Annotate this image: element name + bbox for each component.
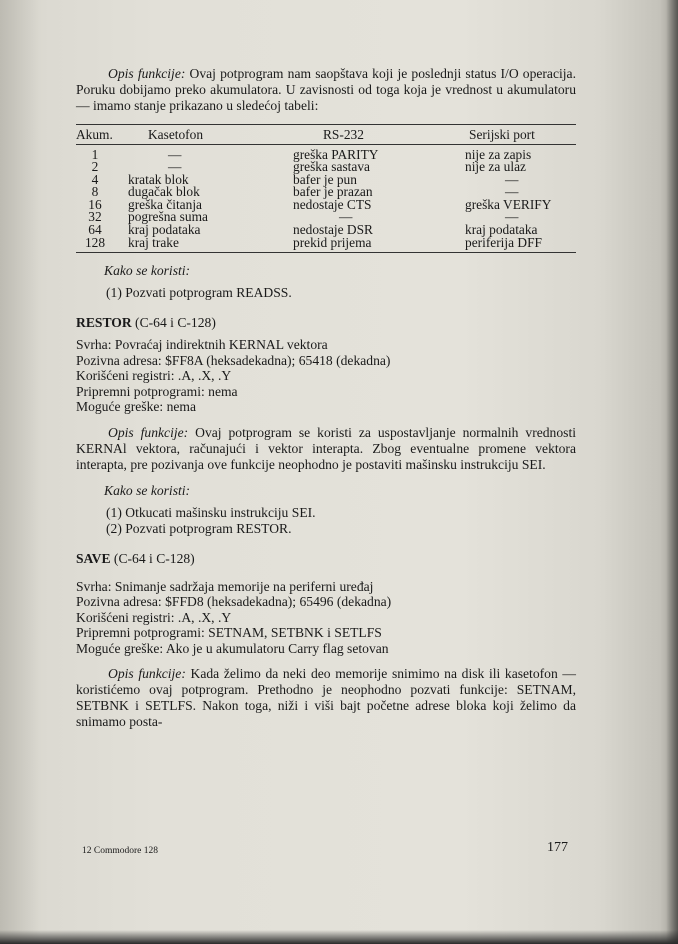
- table-header-rs232: RS-232: [293, 125, 465, 145]
- save-opis-label: Opis funkcije:: [108, 666, 186, 682]
- table-cell: 128: [76, 237, 128, 253]
- save-heading: [76, 551, 576, 567]
- bottom-shadow: [0, 930, 678, 944]
- page-edge: [666, 0, 678, 944]
- save-line: Moguće greške: Ako je u akumulatoru Carry flag setovan: [76, 640, 389, 656]
- table-cell: nedostaje CTS: [293, 196, 372, 212]
- restor-opis-text: Ovaj potprogram se koristi za uspostavljanje normalnih vrednosti KERNAl vektora, računajući i vektor interapta. Zbog eventualne promene vektora interapta, pre pozivanja ove funkcije neophodno je postaviti mašinsku instrukciju SEI.: [76, 424, 576, 472]
- save-scope: (C-64 i C-128): [110, 550, 195, 566]
- table-cell: —: [505, 171, 519, 187]
- table-cell: nedostaje DSR: [293, 222, 373, 238]
- save-info: [76, 579, 576, 657]
- table-cell: —: [505, 184, 519, 200]
- readss-steps: [106, 285, 576, 301]
- table-cell: greška VERIFY: [465, 196, 552, 212]
- restor-kako-heading: Kako se koristi:: [104, 482, 191, 498]
- table-cell: kratak blok: [128, 171, 189, 187]
- restor-title: RESTOR: [76, 315, 132, 331]
- table-cell: 4: [91, 171, 99, 187]
- table-cell: kraj trake: [128, 237, 293, 253]
- table-cell: kraj podataka: [128, 222, 201, 238]
- table-cell: —: [168, 146, 182, 162]
- table-cell: bafer je pun: [293, 171, 357, 187]
- table-cell: kraj podataka: [465, 222, 538, 238]
- restor-line: Korišćeni registri: .A, .X, .Y: [76, 368, 232, 384]
- table-cell: dugačak blok: [128, 184, 200, 200]
- restor-info: [76, 337, 576, 415]
- table-cell: periferija DFF: [465, 237, 576, 253]
- table-cell: 8: [91, 184, 99, 200]
- table-row: [76, 237, 576, 253]
- intro-label: Opis funkcije:: [108, 66, 186, 81]
- table-cell: —: [168, 159, 182, 175]
- save-opis-text: Kada želimo da neki deo memorije snimimo na disk ili kasetofon — koristićemo ovaj potprogram. Prethodno je neophodno pozvati funkcije: SETNAM, SETBNK i SETLFS. Nakon toga, niži i viši bajt početne adrese bloka koji želimo da snimamo posta-: [76, 666, 576, 730]
- table-header-serijski: Serijski port: [465, 125, 576, 145]
- restor-line: Moguće greške: nema: [76, 399, 197, 415]
- restor-steps: [106, 505, 576, 537]
- save-line: Pripremni potprogrami: SETNAM, SETBNK i SETLFS: [76, 625, 382, 641]
- table-cell: —: [339, 209, 353, 225]
- table-cell: 16: [88, 196, 102, 212]
- save-line: Svrha: Snimanje sadržaja memorije na periferni uređaj: [76, 578, 374, 594]
- table-cell: bafer je prazan: [293, 184, 373, 200]
- readss-kako-heading: Kako se koristi:: [104, 263, 191, 279]
- table-header-akum: Akum.: [76, 125, 128, 145]
- restor-line: Svrha: Povraćaj indirektnih KERNAL vektora: [76, 337, 328, 353]
- table-cell: greška PARITY: [293, 146, 379, 162]
- footer-signature: 12 Commodore 128: [82, 846, 158, 856]
- intro-text: Ovaj potprogram nam saopštava koji je poslednji status I/O operacija. Poruku dobijamo preko akumulatora. U zavisnosti od toga koja je vrednost u akumulatoru — imamo stanje prikazano u sledećoj tabeli:: [76, 66, 576, 113]
- table-cell: pogrešna suma: [128, 209, 208, 225]
- table-header-kasetofon: Kasetofon: [128, 125, 293, 145]
- list-item: (1) Otkucati mašinsku instrukciju SEI.: [106, 504, 316, 520]
- save-line: Korišćeni registri: .A, .X, .Y: [76, 609, 232, 625]
- table-cell: nije za ulaz: [465, 159, 526, 175]
- save-opis: [76, 666, 576, 730]
- restor-heading: [76, 315, 576, 331]
- table-cell: 64: [88, 222, 102, 238]
- gutter-shadow: [0, 0, 40, 944]
- intro-paragraph: [76, 66, 576, 114]
- table-cell: 2: [91, 159, 99, 175]
- restor-opis: [76, 425, 576, 473]
- restor-line: Pripremni potprogrami: nema: [76, 383, 238, 399]
- restor-line: Pozivna adresa: $FF8A (heksadekadna); 65418 (dekadna): [76, 352, 391, 368]
- table-cell: 1: [91, 146, 99, 162]
- list-item: (1) Pozvati potprogram READSS.: [106, 285, 292, 301]
- table-cell: —: [505, 209, 519, 225]
- page-content: [76, 66, 576, 730]
- restor-scope: (C-64 i C-128): [131, 315, 216, 331]
- table-cell: greška čitanja: [128, 196, 202, 212]
- page-number: 177: [547, 840, 568, 855]
- page-footer: [82, 840, 568, 860]
- restor-opis-label: Opis funkcije:: [108, 424, 189, 440]
- table-cell: 32: [88, 209, 102, 225]
- table-cell: prekid prijema: [293, 237, 465, 253]
- table-cell: greška sastava: [293, 159, 370, 175]
- save-line: Pozivna adresa: $FFD8 (heksadekadna); 65496 (dekadna): [76, 594, 392, 610]
- save-title: SAVE: [76, 550, 111, 566]
- table-cell: nije za zapis: [465, 146, 532, 162]
- list-item: (2) Pozvati potprogram RESTOR.: [106, 520, 292, 536]
- status-table: [76, 124, 576, 253]
